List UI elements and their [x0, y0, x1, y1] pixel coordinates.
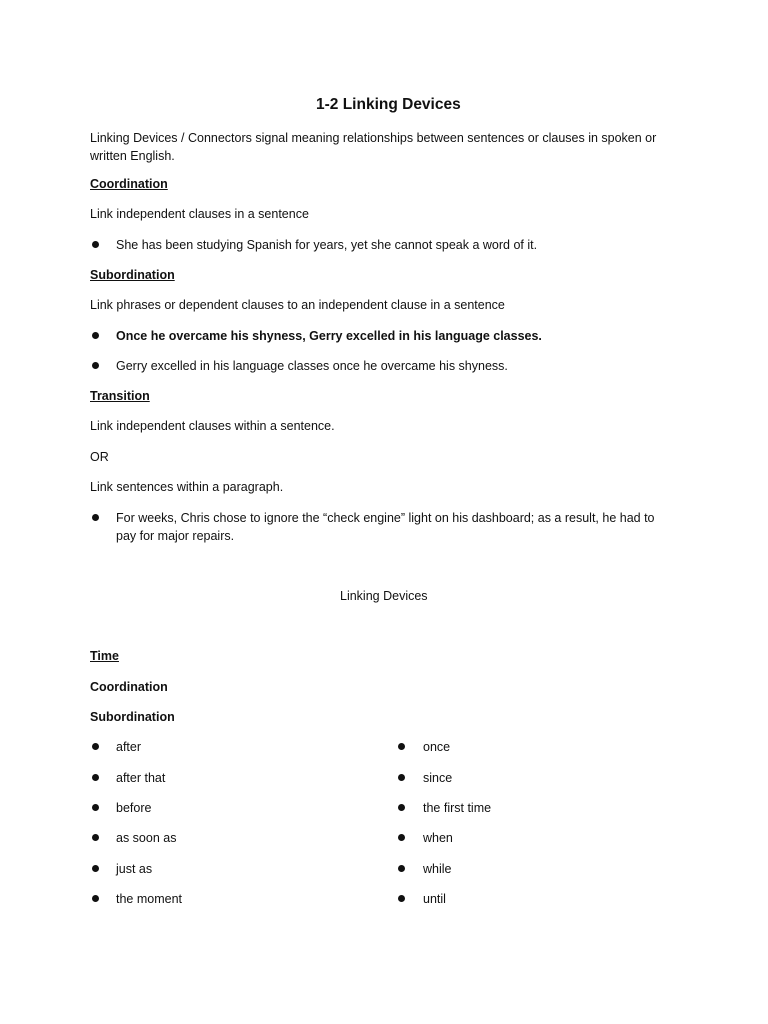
transition-or: OR: [90, 450, 109, 464]
bullet-icon: [398, 834, 405, 841]
left-list-item: just as: [116, 862, 153, 876]
bullet-icon: [398, 804, 405, 811]
left-list-item: as soon as: [116, 831, 177, 845]
left-list-item: after that: [116, 771, 166, 785]
linking-devices-heading: Linking Devices: [340, 589, 428, 603]
transition-description-2: Link sentences within a paragraph.: [90, 480, 284, 494]
bullet-icon: [398, 743, 405, 750]
left-list-item: after: [116, 740, 142, 754]
coordination-heading: Coordination: [90, 177, 168, 191]
bullet-icon: [92, 332, 99, 339]
coordination-label: Coordination: [90, 680, 168, 694]
coordination-description: Link independent clauses in a sentence: [90, 207, 309, 221]
bullet-icon: [398, 774, 405, 781]
bullet-icon: [398, 895, 405, 902]
subordination-description: Link phrases or dependent clauses to an independent clause in a sentence: [90, 298, 505, 312]
left-list-item: the moment: [116, 892, 183, 906]
bullet-icon: [92, 804, 99, 811]
bullet-icon: [92, 514, 99, 521]
intro-paragraph: Linking Devices / Connectors signal meaning relationships between sentences or clauses in spoken or written English.: [90, 131, 657, 163]
right-list-item: until: [423, 892, 446, 906]
subordination-example-2: Gerry excelled in his language classes once he overcame his shyness.: [116, 359, 508, 373]
transition-description-1: Link independent clauses within a sentence.: [90, 419, 335, 433]
bullet-icon: [92, 865, 99, 872]
bullet-icon: [92, 895, 99, 902]
right-list-item: while: [423, 862, 452, 876]
bullet-icon: [92, 834, 99, 841]
right-list-item: since: [423, 771, 453, 785]
coordination-example: She has been studying Spanish for years, yet she cannot speak a word of it.: [116, 238, 538, 252]
right-list-item: when: [423, 831, 453, 845]
transition-example: For weeks, Chris chose to ignore the “check engine” light on his dashboard; as a result, he had to pay for major repairs.: [116, 511, 655, 543]
bullet-icon: [398, 865, 405, 872]
subordination-heading: Subordination: [90, 268, 175, 282]
time-heading: Time: [90, 649, 119, 663]
subordination-label: Subordination: [90, 710, 175, 724]
page-title: 1-2 Linking Devices: [316, 96, 461, 113]
right-list-item: the first time: [423, 801, 492, 815]
left-list-item: before: [116, 801, 152, 815]
bullet-icon: [92, 743, 99, 750]
subordination-example-1: Once he overcame his shyness, Gerry excelled in his language classes.: [116, 329, 542, 343]
bullet-icon: [92, 241, 99, 248]
transition-heading: Transition: [90, 389, 150, 403]
bullet-icon: [92, 362, 99, 369]
right-list-item: once: [423, 740, 451, 754]
bullet-icon: [92, 774, 99, 781]
